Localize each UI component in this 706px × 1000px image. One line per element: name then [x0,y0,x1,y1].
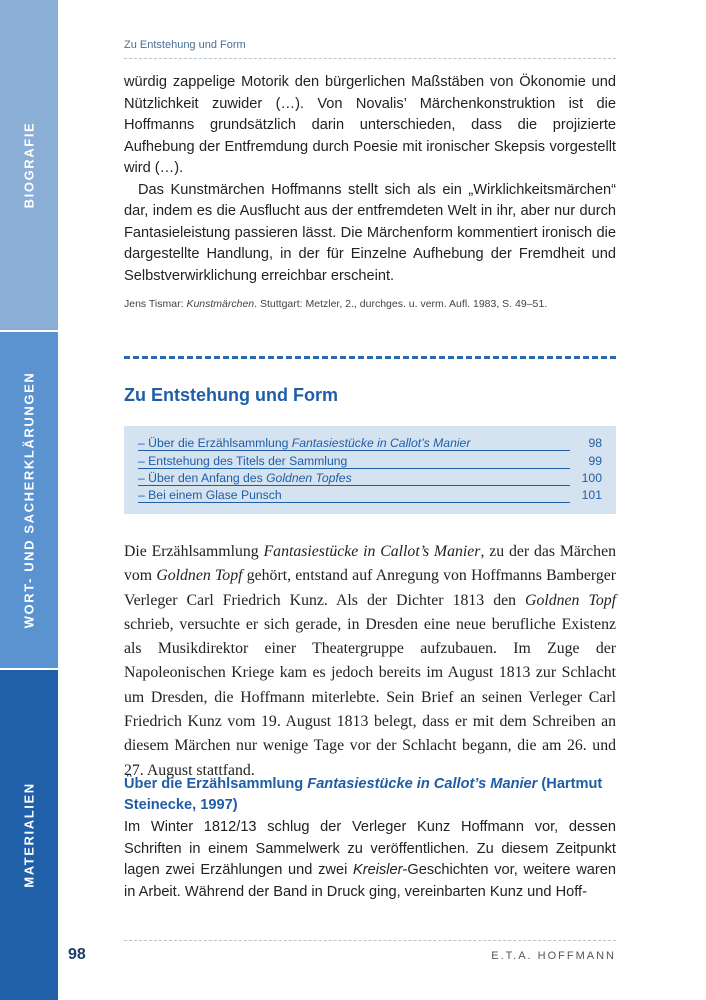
citation-rest: . Stuttgart: Metzler, 2., durchges. u. verm. Aufl. 1983, S. 49–51. [254,298,548,310]
toc-label-text: – Bei einem Glase Punsch [138,488,282,502]
book-title: Goldnen Topf [525,591,616,609]
toc-label-text: – Entstehung des Titels der Sammlung [138,454,348,468]
toc-label-italic: Fantasiestücke in Callot’s Manier [291,436,471,450]
toc-label [138,454,347,468]
subsection-heading [124,774,616,816]
tab-biografie-label: BIOGRAFIE [21,121,37,209]
section-divider [124,356,616,359]
footer-divider [124,940,616,941]
header-divider [124,58,616,59]
toc-label [138,436,470,450]
heading-italic: Fantasiestücke in Callot’s Manier [307,776,538,792]
toc-leader [138,502,570,503]
toc-page: 98 [588,436,602,450]
tab-biografie[interactable] [0,0,58,330]
text: , zu der das Märchen vom [124,543,616,585]
toc-leader [138,468,570,469]
quote-block [124,72,616,287]
toc-leader [138,450,570,451]
running-head: Zu Entstehung und Form [124,39,246,51]
toc-label [138,488,282,502]
quote-paragraph-1: würdig zappelige Motorik den bürgerlichen Maßstäben von Ökonomie und Nützlichkeit zuwider (…). Von Novalis’ Märchenkonstruktion ist die Hoffmanns grundsätzlich darin unterschieden, dass die projizierte Aufhebung der Entfremdung durch Poesie mit ironischer Skepsis vorgestellt wird (…). [124,74,616,176]
citation [124,298,547,310]
toc-page: 99 [588,454,602,468]
subsection-paragraph [124,817,616,903]
text: gehört, entstand auf Anregung von Hoffmanns Bamberger Verleger Carl Friedrich Kunz. Als der Dichter 1813 den [124,567,616,609]
toc-item[interactable] [138,454,602,472]
toc-page: 101 [581,488,602,502]
toc-item[interactable] [138,488,602,506]
italic-term: Kreisler [353,862,403,878]
book-title: Goldnen Topf [156,567,243,585]
citation-author: Jens Tismar: [124,298,187,310]
toc-page: 100 [581,471,602,485]
tab-wort-label: WORT- UND SACHERKLÄRUNGEN [21,371,37,629]
book-title: Fantasiestücke in Callot’s Manier [263,543,481,560]
tab-wort-und-sacherklaerungen[interactable] [0,332,58,668]
toc-label [138,471,352,485]
heading-text: Über die Erzählsammlung [124,776,308,792]
page-number: 98 [68,946,86,963]
text: schrieb, versuchte er sich gerade, in Dresden eine neue berufliche Existenz als Musikdirektor einer Theatergruppe aufzubauen. Im Zuge der Napoleonischen Kriege kam es jedoch bereits im August 1813 zur Schlacht um Dresden, die Hoffmann miterlebte. Sein Brief an seinen Verleger Carl Friedrich Kunz vom 19. August 1813 belegt, dass er mit dem Schreiben an diesem Märchen nur wenige Tage vor der Schlacht begann, die am 26. und 27. August stattfand. [124,615,616,779]
toc-label-text: – Über die Erzählsammlung [138,436,292,450]
toc-leader [138,485,570,486]
toc-item[interactable] [138,471,602,489]
toc-label-text: – Über den Anfang des [138,471,267,485]
citation-title: Kunstmärchen [186,298,255,310]
toc-box [124,426,616,514]
text: Die Erzählsammlung [124,543,264,560]
toc-label-italic: Goldnen Topfes [266,471,352,485]
text: Im Winter 1812/13 schlug der Verleger Kunz Hoffmann vor, dessen Schriften in einem Sammelwerk zu veröffentlichen. Zu diesem Zeitpunkt lagen zwei Erzählungen und zwei [124,819,616,878]
text: -Geschichten vor, weitere waren in Arbeit. Während der Band in Druck ging, vereinbarten Kunz und Hoff- [124,862,616,900]
main-paragraph [124,540,616,783]
heading-text: (Hartmut Steinecke, 1997) [124,776,603,813]
tab-materialien-label: MATERIALIEN [21,782,37,888]
sidebar [0,0,58,1000]
toc-item[interactable] [138,436,602,454]
section-title: Zu Entstehung und Form [124,385,338,405]
footer-author: E.T.A. HOFFMANN [491,950,616,962]
quote-paragraph-2: Das Kunstmärchen Hoffmanns stellt sich als ein „Wirklichkeitsmärchen“ dar, indem es die Ausflucht aus der entfremdeten Welt in ihr, aber nur durch Fantasieleistung passieren lässt. Die Märchenform kommentiert ironisch die dargestellte Handlung, in der für Einzelne Aufhebung der Fremdheit und Selbstverwirklichung erreichbar erscheint. [124,181,616,284]
tab-materialien[interactable] [0,670,58,1000]
